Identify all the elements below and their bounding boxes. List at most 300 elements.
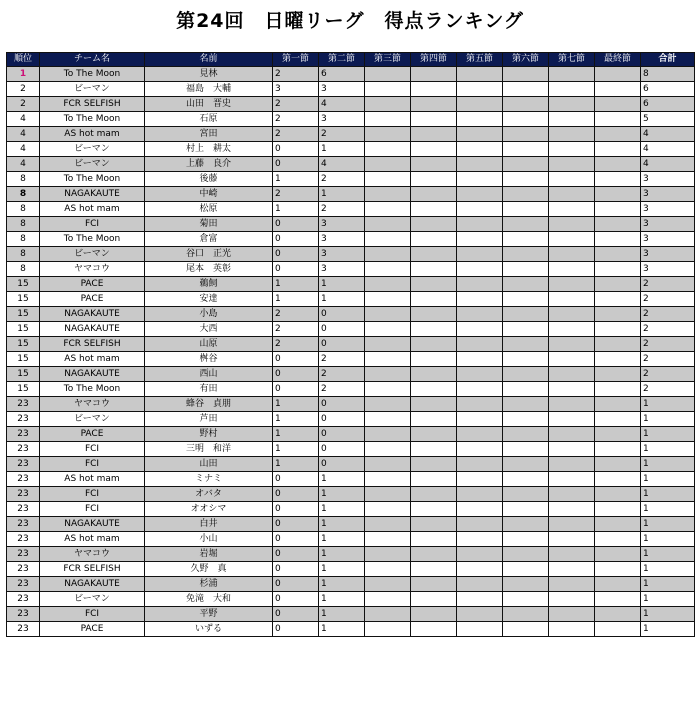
table-row [7,322,695,337]
section-2-cell: 1 [319,292,365,307]
final-section-cell [595,247,641,262]
section-1-cell: 0 [273,262,319,277]
section-5-cell [457,502,503,517]
table-row [7,472,695,487]
team-cell: PACE [40,277,145,292]
table-row [7,262,695,277]
section-4-cell [411,487,457,502]
section-6-cell [503,532,549,547]
section-6-cell [503,187,549,202]
name-cell: 大西 [145,322,273,337]
section-6-cell [503,82,549,97]
table-row [7,547,695,562]
section-4-cell [411,397,457,412]
header-section-3: 第三節 [365,53,411,67]
total-cell: 2 [641,307,695,322]
section-1-cell: 1 [273,292,319,307]
section-2-cell: 1 [319,607,365,622]
section-2-cell: 6 [319,67,365,82]
section-7-cell [549,67,595,82]
section-5-cell [457,532,503,547]
final-section-cell [595,562,641,577]
table-row [7,382,695,397]
name-cell: 有田 [145,382,273,397]
rank-cell: 8 [7,247,40,262]
rank-cell: 23 [7,457,40,472]
rank-cell: 23 [7,517,40,532]
section-4-cell [411,532,457,547]
section-1-cell: 2 [273,337,319,352]
section-4-cell [411,457,457,472]
section-5-cell [457,427,503,442]
header-name: 名前 [145,53,273,67]
section-5-cell [457,487,503,502]
team-cell: FCR SELFISH [40,97,145,112]
team-cell: ビーマン [40,142,145,157]
section-3-cell [365,277,411,292]
section-4-cell [411,172,457,187]
team-cell: PACE [40,427,145,442]
section-6-cell [503,502,549,517]
name-cell: 杉浦 [145,577,273,592]
section-4-cell [411,352,457,367]
table-row [7,172,695,187]
section-3-cell [365,577,411,592]
section-7-cell [549,172,595,187]
section-4-cell [411,232,457,247]
rank-cell: 23 [7,562,40,577]
section-7-cell [549,262,595,277]
table-row [7,577,695,592]
rank-cell: 8 [7,187,40,202]
section-5-cell [457,352,503,367]
section-2-cell: 2 [319,352,365,367]
section-1-cell: 1 [273,457,319,472]
table-row [7,187,695,202]
section-7-cell [549,352,595,367]
table-row [7,67,695,82]
section-5-cell [457,127,503,142]
section-6-cell [503,127,549,142]
team-cell: NAGAKAUTE [40,577,145,592]
total-cell: 1 [641,457,695,472]
name-cell: 野村 [145,427,273,442]
rank-cell: 4 [7,127,40,142]
name-cell: ミナミ [145,472,273,487]
section-3-cell [365,67,411,82]
section-1-cell: 0 [273,382,319,397]
total-cell: 1 [641,622,695,637]
section-7-cell [549,247,595,262]
section-5-cell [457,202,503,217]
section-1-cell: 2 [273,67,319,82]
section-3-cell [365,547,411,562]
final-section-cell [595,97,641,112]
section-6-cell [503,442,549,457]
section-1-cell: 0 [273,367,319,382]
name-cell: 谷口 正光 [145,247,273,262]
section-5-cell [457,442,503,457]
section-4-cell [411,412,457,427]
table-row [7,112,695,127]
section-2-cell: 3 [319,247,365,262]
total-cell: 1 [641,607,695,622]
section-1-cell: 0 [273,157,319,172]
total-cell: 4 [641,142,695,157]
section-3-cell [365,82,411,97]
section-5-cell [457,97,503,112]
section-3-cell [365,262,411,277]
section-2-cell: 2 [319,172,365,187]
section-5-cell [457,67,503,82]
total-cell: 2 [641,277,695,292]
table-row [7,217,695,232]
section-4-cell [411,607,457,622]
section-7-cell [549,337,595,352]
section-4-cell [411,82,457,97]
total-cell: 3 [641,232,695,247]
section-2-cell: 1 [319,187,365,202]
section-1-cell: 1 [273,427,319,442]
section-6-cell [503,547,549,562]
team-cell: NAGAKAUTE [40,187,145,202]
section-3-cell [365,232,411,247]
section-4-cell [411,127,457,142]
final-section-cell [595,607,641,622]
section-7-cell [549,547,595,562]
table-row [7,562,695,577]
section-2-cell: 0 [319,307,365,322]
section-3-cell [365,622,411,637]
rank-cell: 15 [7,337,40,352]
section-7-cell [549,532,595,547]
section-5-cell [457,142,503,157]
section-5-cell [457,157,503,172]
section-7-cell [549,142,595,157]
section-5-cell [457,607,503,622]
section-4-cell [411,337,457,352]
section-5-cell [457,82,503,97]
name-cell: 蜂谷 貞朋 [145,397,273,412]
header-team: チーム名 [40,53,145,67]
section-4-cell [411,622,457,637]
rank-cell: 15 [7,382,40,397]
team-cell: FCI [40,502,145,517]
team-cell: ヤマコウ [40,397,145,412]
section-5-cell [457,112,503,127]
team-cell: AS hot mam [40,127,145,142]
section-4-cell [411,247,457,262]
section-4-cell [411,547,457,562]
section-6-cell [503,232,549,247]
team-cell: ビーマン [40,157,145,172]
section-1-cell: 0 [273,622,319,637]
section-2-cell: 0 [319,322,365,337]
section-6-cell [503,457,549,472]
section-2-cell: 1 [319,547,365,562]
team-cell: ビーマン [40,592,145,607]
final-section-cell [595,187,641,202]
total-cell: 1 [641,442,695,457]
table-row [7,247,695,262]
section-2-cell: 0 [319,337,365,352]
section-4-cell [411,382,457,397]
section-5-cell [457,412,503,427]
section-2-cell: 2 [319,202,365,217]
table-row [7,202,695,217]
final-section-cell [595,82,641,97]
section-3-cell [365,337,411,352]
total-cell: 1 [641,412,695,427]
final-section-cell [595,157,641,172]
ranking-table [6,52,695,637]
name-cell: 上藤 良介 [145,157,273,172]
final-section-cell [595,307,641,322]
section-1-cell: 2 [273,97,319,112]
section-5-cell [457,592,503,607]
team-cell: NAGAKAUTE [40,367,145,382]
section-3-cell [365,97,411,112]
section-7-cell [549,607,595,622]
rank-cell: 23 [7,532,40,547]
table-row [7,487,695,502]
total-cell: 6 [641,97,695,112]
section-6-cell [503,487,549,502]
rank-cell: 2 [7,97,40,112]
total-cell: 1 [641,547,695,562]
total-cell: 3 [641,247,695,262]
section-4-cell [411,427,457,442]
name-cell: 西山 [145,367,273,382]
section-5-cell [457,307,503,322]
section-2-cell: 1 [319,622,365,637]
final-section-cell [595,397,641,412]
name-cell: 小島 [145,307,273,322]
section-1-cell: 0 [273,577,319,592]
table-row [7,532,695,547]
section-2-cell: 3 [319,262,365,277]
section-7-cell [549,97,595,112]
name-cell: 松原 [145,202,273,217]
header-section-5: 第五節 [457,53,503,67]
name-cell: 安達 [145,292,273,307]
section-3-cell [365,397,411,412]
section-6-cell [503,172,549,187]
name-cell: 見林 [145,67,273,82]
name-cell: 後藤 [145,172,273,187]
section-4-cell [411,307,457,322]
section-2-cell: 1 [319,577,365,592]
header-rank: 順位 [7,53,40,67]
final-section-cell [595,577,641,592]
section-3-cell [365,247,411,262]
name-cell: 尾本 英彰 [145,262,273,277]
section-1-cell: 2 [273,187,319,202]
final-section-cell [595,112,641,127]
total-cell: 4 [641,157,695,172]
table-row [7,307,695,322]
section-5-cell [457,292,503,307]
team-cell: FCI [40,217,145,232]
section-1-cell: 3 [273,82,319,97]
name-cell: 久野 真 [145,562,273,577]
section-2-cell: 4 [319,157,365,172]
section-4-cell [411,187,457,202]
team-cell: PACE [40,292,145,307]
section-1-cell: 0 [273,232,319,247]
section-1-cell: 1 [273,442,319,457]
section-6-cell [503,577,549,592]
section-1-cell: 0 [273,352,319,367]
final-section-cell [595,472,641,487]
section-1-cell: 0 [273,547,319,562]
final-section-cell [595,382,641,397]
section-7-cell [549,307,595,322]
section-7-cell [549,592,595,607]
team-cell: ビーマン [40,412,145,427]
name-cell: 菊田 [145,217,273,232]
table-row [7,592,695,607]
section-3-cell [365,592,411,607]
team-cell: AS hot mam [40,532,145,547]
section-3-cell [365,352,411,367]
table-row [7,457,695,472]
section-2-cell: 3 [319,82,365,97]
section-5-cell [457,457,503,472]
final-section-cell [595,502,641,517]
total-cell: 1 [641,577,695,592]
section-1-cell: 1 [273,277,319,292]
section-4-cell [411,112,457,127]
table-row [7,427,695,442]
section-6-cell [503,247,549,262]
section-3-cell [365,127,411,142]
table-row [7,277,695,292]
section-3-cell [365,442,411,457]
section-3-cell [365,112,411,127]
section-5-cell [457,547,503,562]
final-section-cell [595,262,641,277]
total-cell: 4 [641,127,695,142]
total-cell: 1 [641,517,695,532]
section-5-cell [457,232,503,247]
section-1-cell: 1 [273,202,319,217]
section-6-cell [503,217,549,232]
section-6-cell [503,202,549,217]
total-cell: 2 [641,352,695,367]
team-cell: ビーマン [40,247,145,262]
section-1-cell: 0 [273,247,319,262]
rank-cell: 4 [7,157,40,172]
section-2-cell: 1 [319,532,365,547]
section-3-cell [365,502,411,517]
section-3-cell [365,532,411,547]
section-3-cell [365,487,411,502]
section-5-cell [457,517,503,532]
section-1-cell: 2 [273,112,319,127]
total-cell: 3 [641,262,695,277]
section-3-cell [365,472,411,487]
section-2-cell: 1 [319,502,365,517]
section-1-cell: 1 [273,397,319,412]
final-section-cell [595,442,641,457]
section-2-cell: 1 [319,277,365,292]
section-7-cell [549,217,595,232]
header-section-4: 第四節 [411,53,457,67]
final-section-cell [595,487,641,502]
final-section-cell [595,592,641,607]
name-cell: 山田 晋史 [145,97,273,112]
section-4-cell [411,202,457,217]
final-section-cell [595,232,641,247]
section-4-cell [411,577,457,592]
section-6-cell [503,517,549,532]
name-cell: 鵜飼 [145,277,273,292]
header-final-section: 最終節 [595,53,641,67]
section-4-cell [411,442,457,457]
section-5-cell [457,577,503,592]
section-3-cell [365,292,411,307]
team-cell: FCR SELFISH [40,562,145,577]
section-5-cell [457,382,503,397]
team-cell: To The Moon [40,382,145,397]
final-section-cell [595,292,641,307]
team-cell: PACE [40,622,145,637]
section-7-cell [549,322,595,337]
section-6-cell [503,67,549,82]
team-cell: To The Moon [40,67,145,82]
section-1-cell: 0 [273,217,319,232]
final-section-cell [595,517,641,532]
table-row [7,397,695,412]
table-row [7,337,695,352]
name-cell: いずる [145,622,273,637]
section-7-cell [549,457,595,472]
table-row [7,367,695,382]
section-3-cell [365,187,411,202]
team-cell: AS hot mam [40,352,145,367]
rank-cell: 23 [7,412,40,427]
final-section-cell [595,532,641,547]
section-1-cell: 0 [273,472,319,487]
name-cell: 宮田 [145,127,273,142]
table-row [7,157,695,172]
total-cell: 2 [641,292,695,307]
name-cell: オオシマ [145,502,273,517]
section-2-cell: 0 [319,442,365,457]
name-cell: 桝谷 [145,352,273,367]
team-cell: FCI [40,487,145,502]
section-5-cell [457,217,503,232]
rank-cell: 1 [7,67,40,82]
total-cell: 3 [641,217,695,232]
section-1-cell: 2 [273,127,319,142]
section-3-cell [365,562,411,577]
section-5-cell [457,622,503,637]
section-6-cell [503,382,549,397]
section-6-cell [503,307,549,322]
total-cell: 2 [641,337,695,352]
table-row [7,127,695,142]
rank-cell: 23 [7,442,40,457]
section-4-cell [411,592,457,607]
section-7-cell [549,427,595,442]
rank-cell: 4 [7,142,40,157]
rank-cell: 23 [7,577,40,592]
rank-cell: 23 [7,502,40,517]
name-cell: 免滝 大和 [145,592,273,607]
rank-cell: 15 [7,307,40,322]
